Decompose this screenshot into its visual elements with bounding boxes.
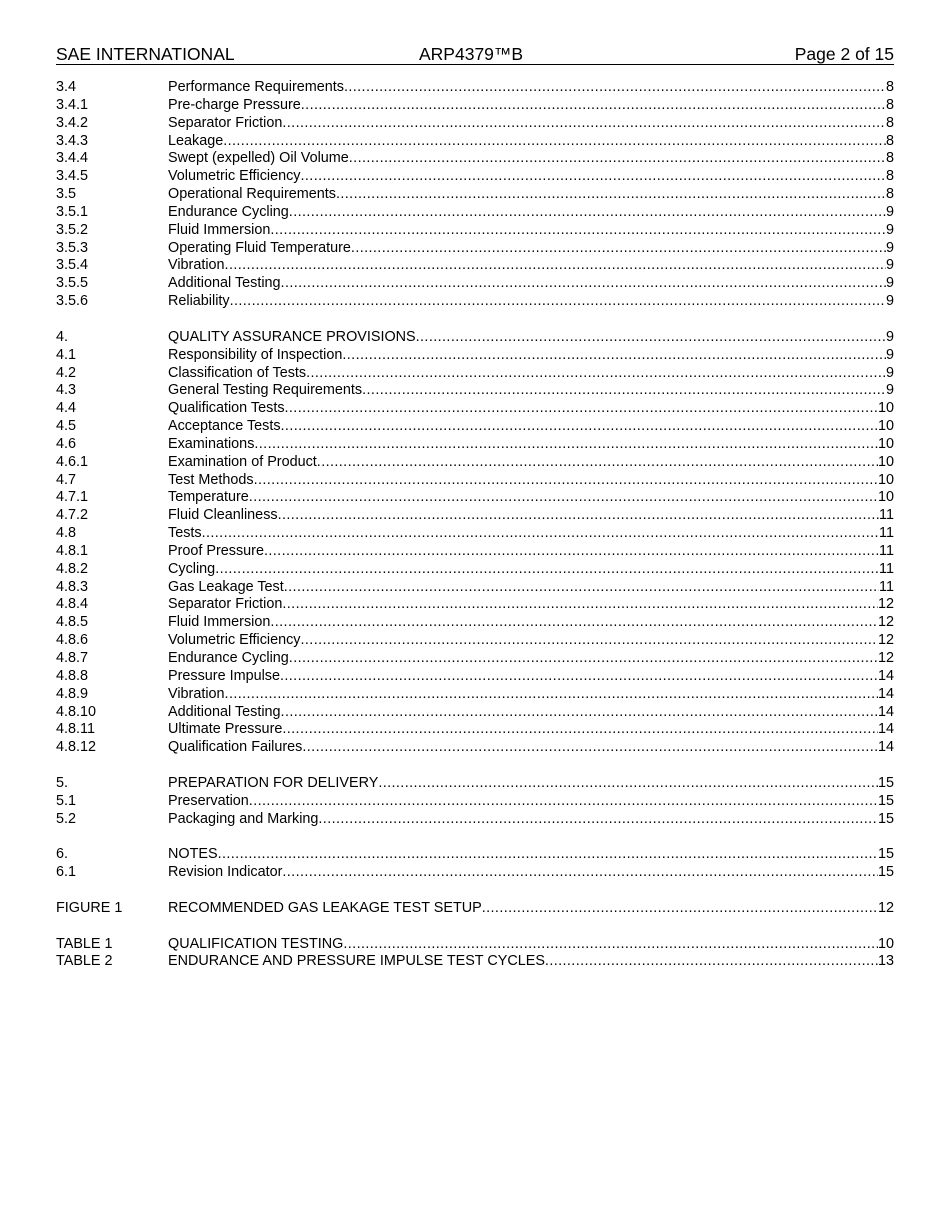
- toc-entry[interactable]: [56, 79, 894, 97]
- toc-entry-line: [168, 704, 894, 722]
- toc-entry[interactable]: [56, 793, 894, 811]
- toc-dot-leader: [416, 329, 886, 347]
- toc-entry-title: RECOMMENDED GAS LEAKAGE TEST SETUP: [168, 899, 482, 916]
- toc-entry-line: [168, 418, 894, 436]
- page-number: Page 2 of 15: [794, 44, 894, 64]
- toc-entry-line: [168, 864, 894, 882]
- toc-spacer: [56, 882, 894, 900]
- toc-entry-title: Separator Friction: [168, 114, 283, 131]
- toc-entry-line: [168, 543, 894, 561]
- toc-entry-number: 4.7.2: [56, 507, 89, 524]
- toc-entry-number: 4.7: [56, 471, 77, 488]
- toc-entry-page: 9: [885, 275, 894, 292]
- toc-entry[interactable]: [56, 418, 894, 436]
- toc-dot-leader: [270, 614, 878, 632]
- toc-entry[interactable]: [56, 347, 894, 365]
- toc-entry-number: 3.5.4: [56, 257, 89, 274]
- toc-entry[interactable]: [56, 454, 894, 472]
- toc-entry-number: 4.8.8: [56, 667, 89, 684]
- toc-dot-leader: [317, 454, 878, 472]
- toc-entry-number: 4.8.9: [56, 685, 89, 702]
- toc-entry-page: 15: [877, 864, 894, 881]
- toc-dot-leader: [225, 257, 886, 275]
- toc-entry-number: 4.3: [56, 382, 77, 399]
- toc-entry-line: [168, 579, 894, 597]
- toc-entry-page: 11: [879, 542, 894, 559]
- toc-entry-line: [168, 454, 894, 472]
- toc-entry-title: Examinations: [168, 435, 255, 452]
- toc-entry-number: 6.: [56, 846, 69, 863]
- toc-entry-page: 11: [879, 507, 894, 524]
- toc-entry-title: Fluid Cleanliness: [168, 507, 278, 524]
- toc-entry-page: 14: [877, 685, 894, 702]
- toc-entry-page: 9: [885, 328, 894, 345]
- toc-entry-line: [168, 186, 894, 204]
- toc-entry-number: 3.5.2: [56, 221, 89, 238]
- toc-entry-title: Revision Indicator: [168, 864, 283, 881]
- toc-entry-page: 9: [885, 293, 894, 310]
- toc-entry-title: Acceptance Tests: [168, 418, 281, 435]
- toc-entry-line: [168, 97, 894, 115]
- toc-entry[interactable]: [56, 864, 894, 882]
- toc-entry-line: [168, 561, 894, 579]
- toc-entry-page: 9: [885, 239, 894, 256]
- toc-entry-title: Fluid Immersion: [168, 221, 271, 238]
- toc-dot-leader: [289, 204, 886, 222]
- toc-entry-number: 3.5.6: [56, 293, 89, 310]
- toc-entry-page: 11: [879, 560, 894, 577]
- toc-entry[interactable]: [56, 436, 894, 454]
- toc-dot-leader: [301, 97, 886, 115]
- toc-entry-line: [168, 614, 894, 632]
- toc-entry-line: [168, 382, 894, 400]
- toc-entry-title: Packaging and Marking: [168, 810, 319, 827]
- toc-entry-number: 4.8.12: [56, 739, 97, 756]
- toc-dot-leader: [270, 222, 886, 240]
- toc-entry[interactable]: [56, 365, 894, 383]
- toc-dot-leader: [282, 596, 878, 614]
- toc-entry-page: 10: [877, 400, 894, 417]
- toc-entry-line: [168, 811, 894, 829]
- toc-entry-number: 3.5: [56, 186, 77, 203]
- toc-entry-number: 4.7.1: [56, 489, 89, 506]
- toc-entry[interactable]: [56, 204, 894, 222]
- toc-dot-leader: [301, 632, 878, 650]
- toc-entry-line: [168, 293, 894, 311]
- toc-entry-title: Separator Friction: [168, 596, 283, 613]
- toc-entry-title: Endurance Cycling: [168, 650, 289, 666]
- toc-entry-number: TABLE 1: [56, 935, 113, 952]
- toc-entry-title: NOTES: [168, 846, 218, 863]
- toc-entry-title: Examination of Product: [168, 453, 317, 470]
- toc-entry-line: [168, 668, 894, 686]
- toc-entry-line: [168, 347, 894, 365]
- toc-entry-number: 5.1: [56, 792, 77, 809]
- toc-entry-title: Qualification Tests: [168, 400, 285, 417]
- toc-entry-title: QUALITY ASSURANCE PROVISIONS: [168, 328, 416, 345]
- toc-entry-page: 8: [885, 132, 894, 149]
- toc-entry[interactable]: [56, 115, 894, 133]
- toc-dot-leader: [318, 811, 878, 829]
- toc-entry-title: Preservation: [168, 792, 249, 809]
- toc-entry-page: 14: [877, 667, 894, 684]
- toc-entry[interactable]: [56, 257, 894, 275]
- toc-entry-number: TABLE 2: [56, 953, 113, 970]
- toc-entry-title: General Testing Requirements: [168, 382, 363, 399]
- toc-entry-line: [168, 793, 894, 811]
- toc-entry-title: Operating Fluid Temperature: [168, 239, 351, 256]
- toc-entry-number: 4.8.3: [56, 578, 89, 595]
- toc-entry-title: Test Methods: [168, 471, 254, 488]
- document-number: ARP4379™B: [419, 44, 524, 64]
- toc-entry[interactable]: [56, 650, 894, 668]
- toc-dot-leader: [202, 525, 879, 543]
- toc-entry-title: Vibration: [168, 257, 225, 274]
- toc-entry-page: 10: [877, 489, 894, 506]
- toc-entry-line: [168, 400, 894, 418]
- toc-entry-page: 10: [877, 453, 894, 470]
- toc-entry-page: 14: [877, 721, 894, 738]
- toc-dot-leader: [225, 686, 878, 704]
- toc-entry-line: [168, 936, 894, 954]
- toc-entry-title: Volumetric Efficiency: [168, 632, 301, 649]
- toc-dot-leader: [281, 418, 878, 436]
- toc-entry[interactable]: [56, 614, 894, 632]
- toc-dot-leader: [351, 240, 886, 258]
- toc-entry[interactable]: [56, 596, 894, 614]
- toc-entry-line: [168, 472, 894, 490]
- toc-entry-page: 8: [885, 168, 894, 185]
- toc-entry-number: 4.8.4: [56, 596, 89, 613]
- toc-entry[interactable]: [56, 632, 894, 650]
- toc-entry-title: Endurance Cycling: [168, 203, 289, 220]
- toc-dot-leader: [301, 168, 886, 186]
- toc-entry[interactable]: [56, 186, 894, 204]
- toc-dot-leader: [342, 347, 886, 365]
- toc-entry-number: 3.4.1: [56, 96, 89, 113]
- toc-entry[interactable]: [56, 472, 894, 490]
- toc-entry-title: Cycling: [168, 560, 216, 577]
- toc-entry-number: 4.6.1: [56, 453, 89, 470]
- publisher-name: SAE INTERNATIONAL: [56, 44, 235, 64]
- toc-entry-page: 12: [877, 650, 894, 666]
- toc-entry-page: 12: [877, 632, 894, 649]
- toc-entry-line: [168, 436, 894, 454]
- toc-entry-number: 3.4.2: [56, 114, 89, 131]
- toc-entry[interactable]: [56, 900, 894, 918]
- toc-entry-line: [168, 650, 894, 668]
- toc-dot-leader: [278, 507, 879, 525]
- toc-entry[interactable]: [56, 936, 894, 954]
- toc-entry-title: Additional Testing: [168, 703, 281, 720]
- toc-dot-leader: [545, 953, 878, 971]
- toc-entry-number: 4.2: [56, 364, 77, 381]
- toc-entry[interactable]: [56, 275, 894, 293]
- toc-entry-page: 10: [877, 435, 894, 452]
- toc-entry-page: 9: [885, 221, 894, 238]
- toc-entry-line: [168, 115, 894, 133]
- toc-entry-line: [168, 204, 894, 222]
- toc-entry-number: 4.8.1: [56, 542, 89, 559]
- toc-entry-page: 8: [885, 96, 894, 113]
- toc-entry-line: [168, 632, 894, 650]
- toc-entry-title: Fluid Immersion: [168, 614, 271, 631]
- toc-spacer: [56, 757, 894, 775]
- toc-dot-leader: [282, 721, 878, 739]
- toc-entry-line: [168, 686, 894, 704]
- toc-dot-leader: [378, 775, 878, 793]
- toc-entry-page: 10: [877, 418, 894, 435]
- toc-entry-title: Ultimate Pressure: [168, 721, 283, 738]
- toc-entry[interactable]: [56, 579, 894, 597]
- toc-dot-leader: [282, 864, 878, 882]
- toc-entry-line: [168, 953, 894, 971]
- toc-entry-line: [168, 275, 894, 293]
- toc-spacer: [56, 311, 894, 329]
- toc-entry-number: 3.4.3: [56, 132, 89, 149]
- toc-dot-leader: [284, 579, 879, 597]
- toc-entry-line: [168, 489, 894, 507]
- toc-entry-title: QUALIFICATION TESTING: [168, 935, 344, 952]
- toc-entry-number: 5.2: [56, 810, 77, 827]
- toc-dot-leader: [254, 436, 878, 454]
- toc-entry[interactable]: [56, 489, 894, 507]
- toc-entry-line: [168, 775, 894, 793]
- toc-entry-line: [168, 150, 894, 168]
- toc-entry-line: [168, 168, 894, 186]
- toc-dot-leader: [280, 668, 878, 686]
- toc-entry-page: 14: [877, 739, 894, 756]
- toc-entry[interactable]: [56, 240, 894, 258]
- toc-entry[interactable]: [56, 561, 894, 579]
- toc-entry-title: Performance Requirements: [168, 79, 344, 95]
- toc-entry-page: 15: [877, 846, 894, 863]
- toc-entry-page: 9: [885, 257, 894, 274]
- toc-entry-title: Responsibility of Inspection: [168, 346, 343, 363]
- toc-entry[interactable]: [56, 686, 894, 704]
- toc-entry-title: Qualification Failures: [168, 739, 303, 756]
- toc-entry-page: 11: [879, 525, 894, 542]
- toc-entry-number: FIGURE 1: [56, 899, 123, 916]
- toc-entry-page: 9: [885, 382, 894, 399]
- toc-entry[interactable]: [56, 775, 894, 793]
- toc-entry-title: Classification of Tests: [168, 364, 307, 381]
- toc-entry-page: 9: [885, 203, 894, 220]
- toc-entry-number: 4.8.10: [56, 703, 97, 720]
- page-header: [56, 44, 894, 65]
- toc-dot-leader: [230, 293, 886, 311]
- toc-entry-title: Gas Leakage Test: [168, 578, 284, 595]
- toc-entry-page: 14: [877, 703, 894, 720]
- toc-entry-page: 12: [877, 614, 894, 631]
- toc-dot-leader: [336, 186, 886, 204]
- toc-entry-number: 4.8.6: [56, 632, 89, 649]
- toc-entry-number: 4.: [56, 328, 69, 345]
- toc-entry-page: 11: [879, 578, 894, 595]
- toc-spacer: [56, 918, 894, 936]
- toc-entry-title: Leakage: [168, 132, 224, 149]
- toc-entry-title: PREPARATION FOR DELIVERY: [168, 774, 379, 791]
- toc-entry-number: 3.4: [56, 79, 77, 95]
- toc-entry-page: 8: [885, 186, 894, 203]
- toc-entry-title: Reliability: [168, 293, 230, 310]
- toc-entry-title: Volumetric Efficiency: [168, 168, 301, 185]
- toc-entry-line: [168, 365, 894, 383]
- table-of-contents: [56, 79, 894, 971]
- toc-entry-title: ENDURANCE AND PRESSURE IMPULSE TEST CYCLES: [168, 953, 545, 970]
- toc-entry[interactable]: [56, 846, 894, 864]
- toc-entry-line: [168, 739, 894, 757]
- toc-entry-title: Additional Testing: [168, 275, 281, 292]
- toc-entry[interactable]: [56, 382, 894, 400]
- toc-dot-leader: [289, 650, 878, 668]
- toc-dot-leader: [482, 900, 878, 918]
- toc-entry[interactable]: [56, 525, 894, 543]
- toc-entry-title: Operational Requirements: [168, 186, 336, 203]
- toc-dot-leader: [281, 704, 878, 722]
- toc-entry-title: Swept (expelled) Oil Volume: [168, 150, 349, 167]
- toc-entry-number: 5.: [56, 774, 69, 791]
- toc-dot-leader: [302, 739, 878, 757]
- toc-entry[interactable]: [56, 222, 894, 240]
- toc-dot-leader: [254, 472, 878, 490]
- toc-dot-leader: [282, 115, 886, 133]
- toc-entry[interactable]: [56, 329, 894, 347]
- toc-dot-leader: [285, 400, 878, 418]
- toc-entry-line: [168, 900, 894, 918]
- toc-dot-leader: [223, 133, 886, 151]
- toc-dot-leader: [281, 275, 886, 293]
- toc-entry-number: 4.8.7: [56, 650, 89, 666]
- toc-entry-page: 12: [877, 596, 894, 613]
- toc-entry-number: 4.1: [56, 346, 77, 363]
- toc-dot-leader: [343, 936, 878, 954]
- toc-entry-line: [168, 133, 894, 151]
- toc-entry-line: [168, 79, 894, 97]
- toc-entry-line: [168, 525, 894, 543]
- toc-dot-leader: [349, 150, 886, 168]
- toc-entry[interactable]: [56, 953, 894, 971]
- toc-entry-line: [168, 846, 894, 864]
- toc-entry-number: 3.5.3: [56, 239, 89, 256]
- toc-entry[interactable]: [56, 133, 894, 151]
- toc-entry[interactable]: [56, 293, 894, 311]
- toc-entry[interactable]: [56, 150, 894, 168]
- toc-entry-line: [168, 507, 894, 525]
- toc-entry-number: 3.4.5: [56, 168, 89, 185]
- toc-entry-page: 10: [877, 471, 894, 488]
- toc-entry-line: [168, 222, 894, 240]
- toc-entry-page: 9: [885, 346, 894, 363]
- toc-entry-page: 15: [877, 792, 894, 809]
- toc-entry-title: Tests: [168, 525, 202, 542]
- toc-entry-number: 4.4: [56, 400, 77, 417]
- toc-entry-number: 4.8.2: [56, 560, 89, 577]
- toc-entry-number: 4.8: [56, 525, 77, 542]
- toc-entry-number: 4.6: [56, 435, 77, 452]
- toc-spacer: [56, 828, 894, 846]
- toc-entry-title: Temperature: [168, 489, 249, 506]
- toc-entry[interactable]: [56, 168, 894, 186]
- toc-entry[interactable]: [56, 507, 894, 525]
- toc-entry-page: 9: [885, 364, 894, 381]
- toc-entry-page: 8: [885, 150, 894, 167]
- toc-entry-page: 8: [885, 114, 894, 131]
- toc-entry-line: [168, 329, 894, 347]
- toc-entry[interactable]: [56, 811, 894, 829]
- toc-dot-leader: [344, 79, 886, 97]
- toc-entry-page: 13: [877, 953, 894, 970]
- toc-entry-page: 15: [877, 810, 894, 827]
- toc-entry-number: 6.1: [56, 864, 77, 881]
- toc-entry-line: [168, 240, 894, 258]
- toc-entry-page: 10: [877, 935, 894, 952]
- toc-entry-number: 3.4.4: [56, 150, 89, 167]
- toc-dot-leader: [306, 365, 886, 383]
- toc-entry[interactable]: [56, 97, 894, 115]
- toc-entry[interactable]: [56, 739, 894, 757]
- toc-entry-number: 4.5: [56, 418, 77, 435]
- toc-entry[interactable]: [56, 721, 894, 739]
- toc-entry-line: [168, 721, 894, 739]
- toc-dot-leader: [264, 543, 879, 561]
- toc-entry-title: Vibration: [168, 685, 225, 702]
- toc-entry[interactable]: [56, 704, 894, 722]
- toc-entry-number: 3.5.1: [56, 203, 89, 220]
- toc-entry-page: 8: [885, 79, 894, 95]
- toc-entry[interactable]: [56, 543, 894, 561]
- toc-entry-page: 15: [877, 774, 894, 791]
- toc-entry-number: 4.8.5: [56, 614, 89, 631]
- toc-entry-title: Proof Pressure: [168, 542, 264, 559]
- toc-entry-title: Pressure Impulse: [168, 667, 280, 684]
- toc-entry-number: 3.5.5: [56, 275, 89, 292]
- toc-entry-page: 12: [877, 899, 894, 916]
- toc-dot-leader: [362, 382, 886, 400]
- toc-entry[interactable]: [56, 400, 894, 418]
- toc-entry-title: Pre-charge Pressure: [168, 96, 301, 113]
- toc-dot-leader: [218, 846, 878, 864]
- toc-dot-leader: [215, 561, 879, 579]
- toc-entry-number: 4.8.11: [56, 721, 95, 738]
- toc-entry-line: [168, 596, 894, 614]
- toc-dot-leader: [249, 489, 878, 507]
- toc-entry[interactable]: [56, 668, 894, 686]
- toc-entry-line: [168, 257, 894, 275]
- toc-dot-leader: [249, 793, 878, 811]
